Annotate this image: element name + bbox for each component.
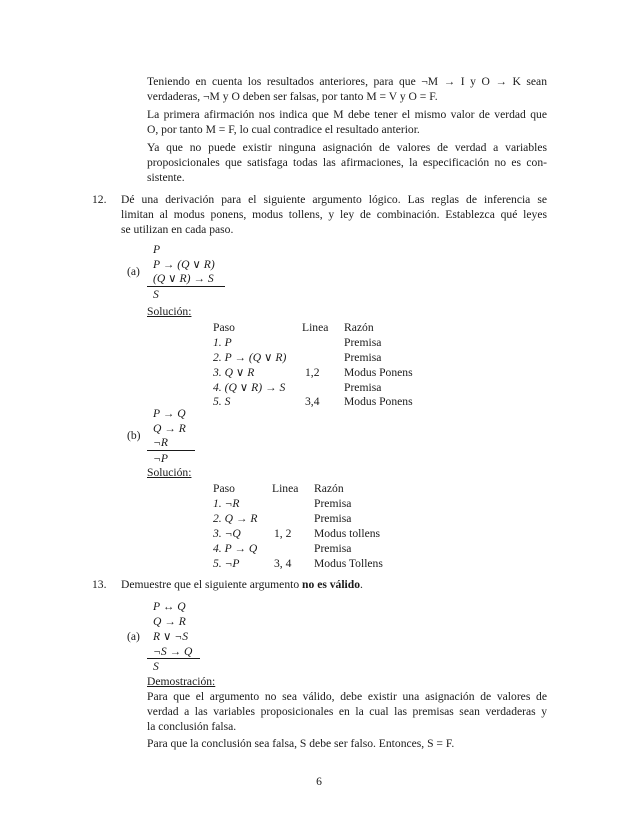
- text-line: Para que el argumento no sea válido, debe existir una asignación de valores de: [147, 690, 547, 703]
- table-header: Paso: [213, 482, 235, 495]
- text-line: se utilizan en cada paso.: [121, 223, 234, 236]
- statement-bold-text: no es válido: [302, 578, 361, 591]
- solution-label: Solución:: [147, 305, 192, 318]
- statement-end: .: [360, 578, 363, 591]
- conclusion: S: [153, 660, 159, 673]
- premise: P → (Q ∨ R): [153, 258, 215, 271]
- text-line: sistente.: [147, 171, 185, 184]
- table-cell: 1. P: [213, 336, 232, 349]
- table-cell: 2. Q → R: [213, 512, 258, 525]
- table-cell: Premisa: [314, 542, 352, 555]
- table-cell: 3. Q ∨ R: [213, 366, 255, 379]
- problem-number: 13.: [92, 578, 107, 591]
- part-label: (a): [127, 265, 140, 278]
- table-cell: 5. S: [213, 395, 231, 408]
- table-header: Linea: [302, 321, 329, 334]
- demo-label: Demostración:: [147, 675, 216, 688]
- table-header: Razón: [344, 321, 374, 334]
- table-cell: Modus tollens: [314, 527, 381, 540]
- table-cell: Premisa: [314, 512, 352, 525]
- text-line: la conclusión falsa.: [147, 720, 237, 733]
- premise: P ↔ Q: [153, 600, 186, 613]
- text-line: Teniendo en cuenta los resultados anteriores, para que ¬M → I y O → K sean: [147, 75, 547, 88]
- table-cell: 5. ¬P: [213, 557, 240, 570]
- text-line: Ya que no puede existir ninguna asignación de valores de verdad a variables: [147, 141, 547, 154]
- table-cell: Modus Ponens: [344, 366, 413, 379]
- table-cell: Premisa: [344, 336, 382, 349]
- problem-number: 12.: [92, 193, 107, 206]
- text-line: La primera afirmación nos indica que M debe tener el mismo valor de verdad que: [147, 108, 547, 121]
- premise: (Q ∨ R) → S: [153, 272, 214, 285]
- premise: R ∨ ¬S: [153, 630, 188, 643]
- premise: Q → R: [153, 422, 186, 435]
- premise: Q → R: [153, 615, 186, 628]
- text-line: limitan al modus ponens, modus tollens, y ley de combinación. Establezca qué leyes: [121, 208, 547, 221]
- text-line: Dé una derivación para el siguiente argumento lógico. Las reglas de inferencia se: [121, 193, 547, 206]
- table-cell: 4. P → Q: [213, 542, 258, 555]
- premise: ¬S → Q: [153, 645, 193, 658]
- conclusion: ¬P: [153, 452, 168, 465]
- table-cell: 2. P → (Q ∨ R): [213, 351, 287, 364]
- statement-text: Demuestre que el siguiente argumento: [121, 578, 303, 591]
- page-number: 6: [316, 775, 322, 788]
- table-cell: 3. ¬Q: [213, 527, 241, 540]
- table-header: Razón: [314, 482, 344, 495]
- table-cell: 3,4: [305, 395, 320, 408]
- table-cell: Premisa: [344, 351, 382, 364]
- conclusion: S: [153, 288, 159, 301]
- table-cell: 1, 2: [274, 527, 292, 540]
- problem-statement: [121, 577, 363, 592]
- text-line: verdaderas, ¬M y O deben ser falsas, por tanto M = V y O = F.: [147, 90, 438, 103]
- table-cell: 3, 4: [274, 557, 292, 570]
- solution-label: Solución:: [147, 466, 192, 479]
- text-line: verdad a las variables proposicionales en la cual las premisas sean verdaderas y: [147, 705, 547, 718]
- text-line: O, por tanto M = F, lo cual contradice el resultado anterior.: [147, 123, 420, 136]
- premise: ¬R: [153, 436, 168, 449]
- table-cell: 1,2: [305, 366, 320, 379]
- part-label: (b): [127, 429, 141, 442]
- part-label: (a): [127, 630, 140, 643]
- text-line: proposicionales que satisfaga todas las afirmaciones, la especificación no es con-: [147, 156, 547, 169]
- text-line: Para que la conclusión sea falsa, S debe ser falso. Entonces, S = F.: [147, 737, 455, 750]
- table-header: Linea: [272, 482, 299, 495]
- table-cell: 4. (Q ∨ R) → S: [213, 381, 286, 394]
- table-cell: Premisa: [344, 381, 382, 394]
- premise: P → Q: [153, 407, 186, 420]
- table-cell: Modus Tollens: [314, 557, 383, 570]
- table-header: Paso: [213, 321, 235, 334]
- table-cell: Premisa: [314, 497, 352, 510]
- premise: P: [153, 243, 161, 256]
- table-cell: 1. ¬R: [213, 497, 240, 510]
- table-cell: Modus Ponens: [344, 395, 413, 408]
